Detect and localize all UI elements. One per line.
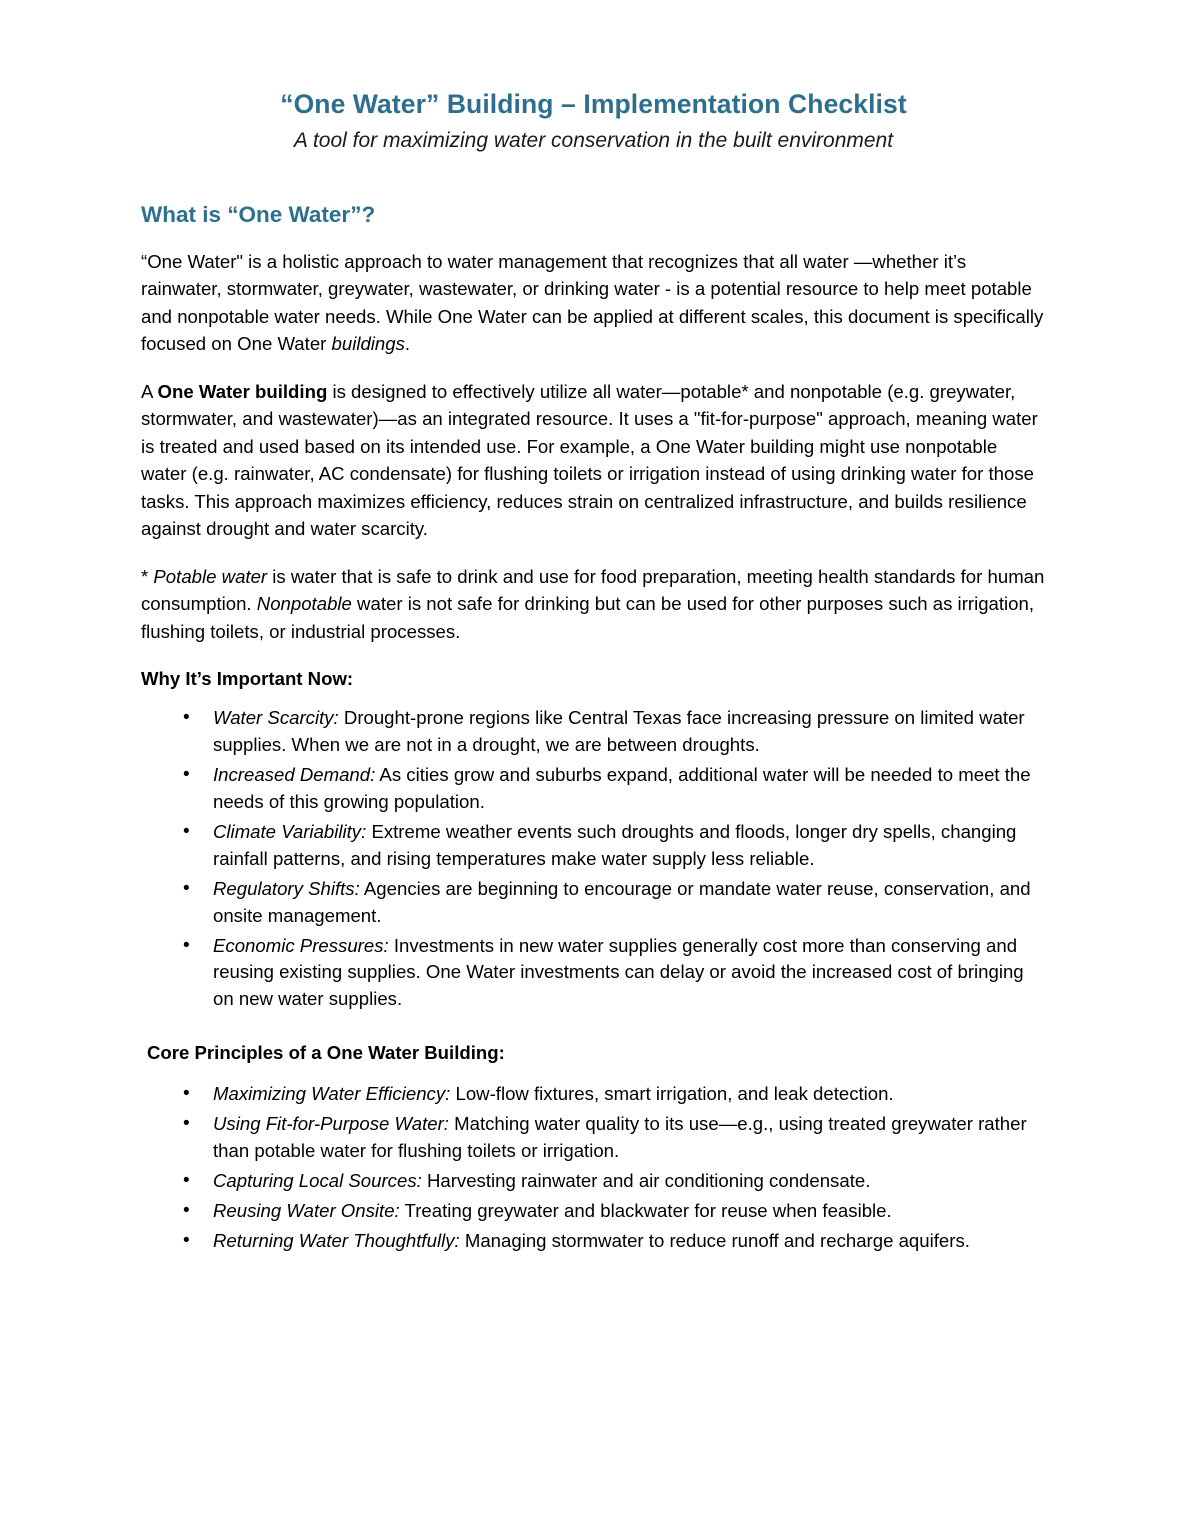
list-item	[177, 876, 1046, 930]
list-item-lead: Regulatory Shifts:	[213, 877, 360, 899]
list-item-text: Drought-prone regions like Central Texas face increasing pressure on limited water supplies. When we are not in a drought, we are between droughts.	[213, 706, 1025, 755]
run-text: .	[404, 333, 411, 355]
list-item-text: Harvesting rainwater and air conditioning condensate.	[421, 1169, 871, 1191]
section-heading-what-is-one-water: What is “One Water”?	[141, 202, 376, 228]
list-item	[177, 1228, 1046, 1255]
list-item	[177, 705, 1046, 759]
list-item-lead: Economic Pressures:	[213, 934, 389, 956]
run-text: “One Water" is a holistic approach to water management that recognizes that all water —whether it’s rainwater, stormwater, greywater, wastewater, or drinking water - is a potential resource to help meet potable and nonpotable water needs. While One Water can be applied at different scales, this document is specifically focused on One Water	[141, 250, 1044, 355]
list-item-text: Extreme weather events such droughts and floods, longer dry spells, changing rainfall patterns, and rising temperatures make water supply less reliable.	[213, 820, 1017, 869]
list-item-lead: Water Scarcity:	[213, 706, 339, 728]
list-item-lead: Increased Demand:	[213, 763, 376, 785]
paragraph-one-water-building	[141, 378, 1046, 543]
list-item-text: Low-flow fixtures, smart irrigation, and leak detection.	[450, 1082, 894, 1104]
run-text-italic: Nonpotable	[256, 593, 352, 615]
document-subtitle: A tool for maximizing water conservation in the built environment	[293, 129, 894, 153]
list-item-lead: Climate Variability:	[213, 820, 367, 842]
list-item-lead: Capturing Local Sources:	[213, 1169, 422, 1191]
list-item-text: Managing stormwater to reduce runoff and recharge aquifers.	[459, 1229, 970, 1251]
subheading-core-principles: Core Principles of a One Water Building:	[147, 1042, 505, 1064]
run-text-bold: One Water building	[157, 380, 328, 402]
list-item-text: Agencies are beginning to encourage or mandate water reuse, conservation, and onsite management.	[213, 877, 1031, 926]
list-item-lead: Returning Water Thoughtfully:	[213, 1229, 460, 1251]
list-item	[177, 1168, 1046, 1195]
document-title: “One Water” Building – Implementation Checklist	[280, 89, 907, 119]
paragraph-definition	[141, 248, 1046, 358]
list-item	[177, 933, 1046, 1014]
bullet-list-why-important	[141, 705, 1046, 1013]
list-item	[177, 1198, 1046, 1225]
run-text: is water that is safe to drink and use for food preparation, meeting health standards for human consumption.	[141, 565, 1045, 615]
list-item-lead: Using Fit-for-Purpose Water:	[213, 1112, 449, 1134]
list-item-text: As cities grow and suburbs expand, additional water will be needed to meet the needs of this growing population.	[213, 763, 1031, 812]
run-text: is designed to effectively utilize all water—potable* and nonpotable (e.g. greywater, stormwater, and wastewater)—as an integrated resource. It uses a "fit-for-purpose" approach, meaning water is treated and used based on its intended use. For example, a One Water building might use nonpotable water (e.g. rainwater, AC condensate) for flushing toilets or irrigation instead of using drinking water for those tasks. This approach maximizes efficiency, reduces strain on centralized infrastructure, and builds resilience against drought and water scarcity.	[141, 380, 1038, 540]
run-text-italic: buildings	[331, 333, 405, 355]
bullet-list-core-principles	[141, 1081, 1046, 1255]
list-item-lead: Reusing Water Onsite:	[213, 1199, 400, 1221]
list-item-text: Treating greywater and blackwater for reuse when feasible.	[399, 1199, 892, 1221]
list-item	[177, 1081, 1046, 1108]
paragraph-footnote-potable	[141, 563, 1046, 646]
run-text: *	[141, 565, 154, 587]
list-item-text: Matching water quality to its use—e.g., using treated greywater rather than potable water for flushing toilets or irrigation.	[213, 1112, 1027, 1161]
list-item-text: Investments in new water supplies generally cost more than conserving and reusing existing supplies. One Water investments can delay or avoid the increased cost of bringing on new water supplies.	[213, 934, 1024, 1010]
list-item	[177, 762, 1046, 816]
list-item	[177, 819, 1046, 873]
run-text: A	[141, 380, 158, 402]
run-text-italic: Potable water	[153, 565, 268, 587]
list-item-lead: Maximizing Water Efficiency:	[213, 1082, 451, 1104]
run-text: water is not safe for drinking but can be used for other purposes such as irrigation, flushing toilets, or industrial processes.	[141, 593, 1035, 642]
subheading-why-important-now: Why It’s Important Now:	[141, 668, 354, 690]
list-item	[177, 1111, 1046, 1165]
